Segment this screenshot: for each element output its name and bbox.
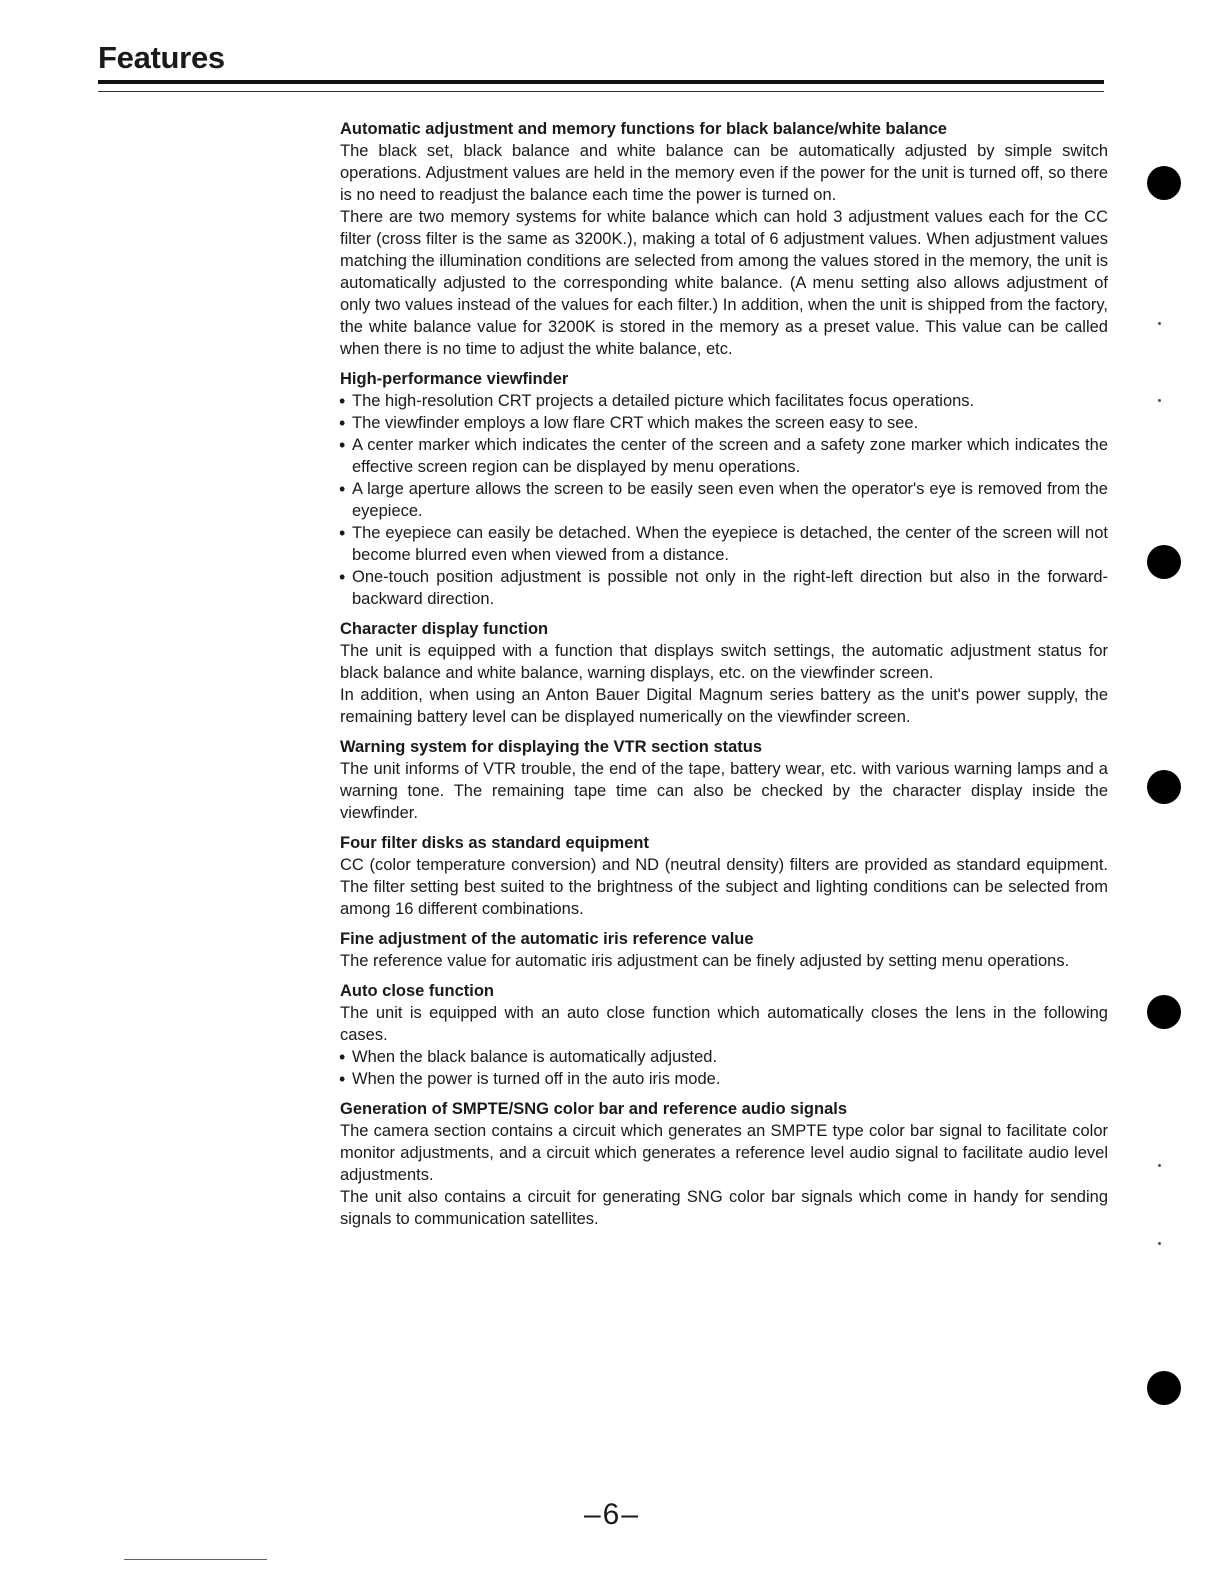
binder-hole-mark [1147, 166, 1181, 200]
section-auto-close [340, 980, 1108, 1090]
section-paragraph: The unit is equipped with a function that displays switch settings, the automatic adjustment status for black balance and white balance, warning displays, etc. on the viewfinder screen. [340, 642, 1108, 682]
scan-speck [1158, 1164, 1161, 1167]
section-paragraph: CC (color temperature conversion) and ND (neutral density) filters are provided as standard equipment. The filter setting best suited to the brightness of the subject and lighting conditions can be selected from among 16 different combinations. [340, 856, 1108, 918]
section-filter-disks [340, 832, 1108, 920]
features-content [340, 118, 1108, 1238]
header-rule-thin [98, 91, 1104, 92]
binder-hole-mark [1147, 995, 1181, 1029]
section-iris-reference [340, 928, 1108, 972]
bullet-item: • When the power is turned off in the auto iris mode. [340, 1068, 1108, 1090]
section-heading: Generation of SMPTE/SNG color bar and reference audio signals [340, 1100, 848, 1118]
page-title: Features [98, 40, 225, 75]
section-heading: Warning system for displaying the VTR section status [340, 738, 763, 756]
section-auto-balance [340, 118, 1108, 360]
section-paragraph: The black set, black balance and white balance can be automatically adjusted by simple switch operations. Adjustment values are held in the memory even if the power for the unit is turned off, so there is no need to readjust the balance each time the power is turned on. [340, 142, 1108, 204]
section-warning-system [340, 736, 1108, 824]
scan-speck [1158, 322, 1161, 325]
section-paragraph: The unit informs of VTR trouble, the end of the tape, battery wear, etc. with various warning lamps and a warning tone. The remaining tape time can also be checked by the character display inside the viewfinder. [340, 760, 1108, 822]
section-heading: High-performance viewfinder [340, 370, 569, 388]
scan-speck [1158, 1242, 1161, 1245]
section-heading: Four filter disks as standard equipment [340, 834, 649, 852]
bullet-item: • The eyepiece can easily be detached. When the eyepiece is detached, the center of the screen will not become blurred even when viewed from a distance. [340, 522, 1108, 566]
section-color-bar [340, 1098, 1108, 1230]
section-paragraph: The unit also contains a circuit for generating SNG color bar signals which come in handy for sending signals to communication satellites. [340, 1188, 1108, 1228]
section-heading: Character display function [340, 620, 549, 638]
section-heading: Automatic adjustment and memory functions for black balance/white balance [340, 120, 947, 138]
binder-hole-mark [1147, 545, 1181, 579]
bullet-item: • A large aperture allows the screen to be easily seen even when the operator's eye is removed from the eyepiece. [340, 478, 1108, 522]
scan-speck [1158, 399, 1161, 402]
bullet-item: • One-touch position adjustment is possible not only in the right-left direction but also in the forward-backward direction. [340, 566, 1108, 610]
section-paragraph: In addition, when using an Anton Bauer Digital Magnum series battery as the unit's power supply, the remaining battery level can be displayed numerically on the viewfinder screen. [340, 686, 1108, 726]
section-paragraph: There are two memory systems for white balance which can hold 3 adjustment values each for the CC filter (cross filter is the same as 3200K.), making a total of 6 adjustment values. When adjustment values matching the illumination conditions are selected from among the values stored in the memory, the unit is automatically adjusted to the corresponding white balance. (A menu setting also allows adjustment of only two values instead of the values for each filter.) In addition, when the unit is shipped from the factory, the white balance value for 3200K is stored in the memory as a preset value. This value can be called when there is no time to adjust the white balance, etc. [340, 208, 1108, 358]
binder-hole-mark [1147, 770, 1181, 804]
bullet-list [340, 1046, 1108, 1090]
page-number: –6– [583, 1498, 641, 1531]
section-heading: Fine adjustment of the automatic iris reference value [340, 930, 754, 948]
section-paragraph: The reference value for automatic iris adjustment can be finely adjusted by setting menu operations. [340, 952, 1070, 970]
bullet-item: • The viewfinder employs a low flare CRT which makes the screen easy to see. [340, 412, 1108, 434]
section-paragraph: The unit is equipped with an auto close function which automatically closes the lens in the following cases. [340, 1004, 1108, 1044]
section-viewfinder [340, 368, 1108, 610]
footer-line [124, 1559, 267, 1560]
binder-hole-mark [1147, 1371, 1181, 1405]
section-heading: Auto close function [340, 982, 494, 1000]
bullet-item: • The high-resolution CRT projects a detailed picture which facilitates focus operations. [340, 390, 1108, 412]
bullet-item: • A center marker which indicates the center of the screen and a safety zone marker which indicates the effective screen region can be displayed by menu operations. [340, 434, 1108, 478]
section-paragraph: The camera section contains a circuit which generates an SMPTE type color bar signal to facilitate color monitor adjustments, and a circuit which generates a reference level audio signal to facilitate audio level adjustments. [340, 1122, 1108, 1184]
bullet-item: • When the black balance is automatically adjusted. [340, 1046, 1108, 1068]
section-character-display [340, 618, 1108, 728]
bullet-list [340, 390, 1108, 610]
header-rule-thick [98, 80, 1104, 84]
